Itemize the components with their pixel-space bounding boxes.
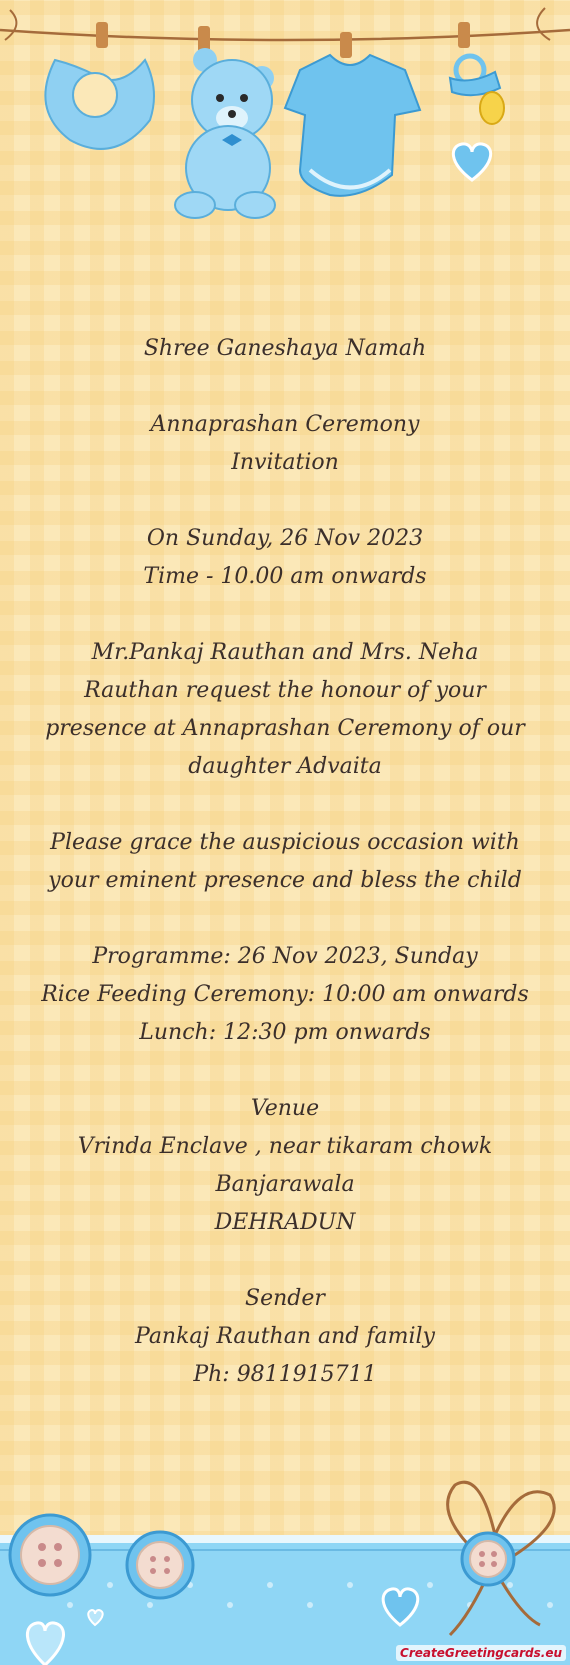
romper-icon (285, 32, 420, 196)
heart-icon (453, 144, 490, 180)
venue-locality: Banjarawala (215, 1172, 355, 1197)
invitation-text (20, 330, 550, 1394)
rice-feeding-line: Rice Feeding Ceremony: 10:00 am onwards (41, 982, 529, 1007)
venue-heading: Venue (250, 1096, 320, 1121)
title-line-2: Invitation (231, 450, 339, 475)
sender-heading: Sender (245, 1286, 325, 1311)
venue-address-line: Vrinda Enclave , near tikaram chowk (77, 1134, 493, 1159)
title-line-1: Annaprashan Ceremony (150, 412, 420, 437)
watermark-logo[interactable]: CreateGreetingcards.eu (396, 1645, 566, 1661)
venue-block (20, 1090, 550, 1242)
message-line: Rauthan request the honour of your (84, 678, 486, 703)
lunch-line: Lunch: 12:30 pm onwards (139, 1020, 431, 1045)
clothesline-illustration (0, 0, 570, 240)
time-line: Time - 10.00 am onwards (143, 564, 427, 589)
date-line: On Sunday, 26 Nov 2023 (146, 526, 424, 551)
blessing-line: Shree Ganeshaya Namah (143, 336, 427, 361)
sender-phone: Ph: 9811915711 (193, 1362, 377, 1387)
button-icon (10, 1515, 90, 1595)
grace-line: your eminent presence and bless the child (48, 868, 522, 893)
grace-line: Please grace the auspicious occasion with (50, 830, 520, 855)
teddy-bear-icon (175, 26, 275, 218)
message-line: presence at Annaprashan Ceremony of our (45, 716, 525, 741)
sender-name: Pankaj Rauthan and family (135, 1324, 435, 1349)
venue-city: DEHRADUN (214, 1210, 356, 1235)
grace-message (20, 824, 550, 900)
message-line: daughter Advaita (188, 754, 382, 779)
programme-line: Programme: 26 Nov 2023, Sunday (92, 944, 478, 969)
message-line: Mr.Pankaj Rauthan and Mrs. Neha (91, 640, 479, 665)
invitation-message (20, 634, 550, 786)
bib-icon (45, 22, 154, 149)
pacifier-icon (450, 22, 504, 124)
button-icon (462, 1533, 514, 1585)
clothesline-string (0, 30, 570, 40)
footer-illustration (0, 1475, 570, 1665)
button-icon (127, 1532, 193, 1598)
programme-block (20, 938, 550, 1052)
sender-block (20, 1280, 550, 1394)
